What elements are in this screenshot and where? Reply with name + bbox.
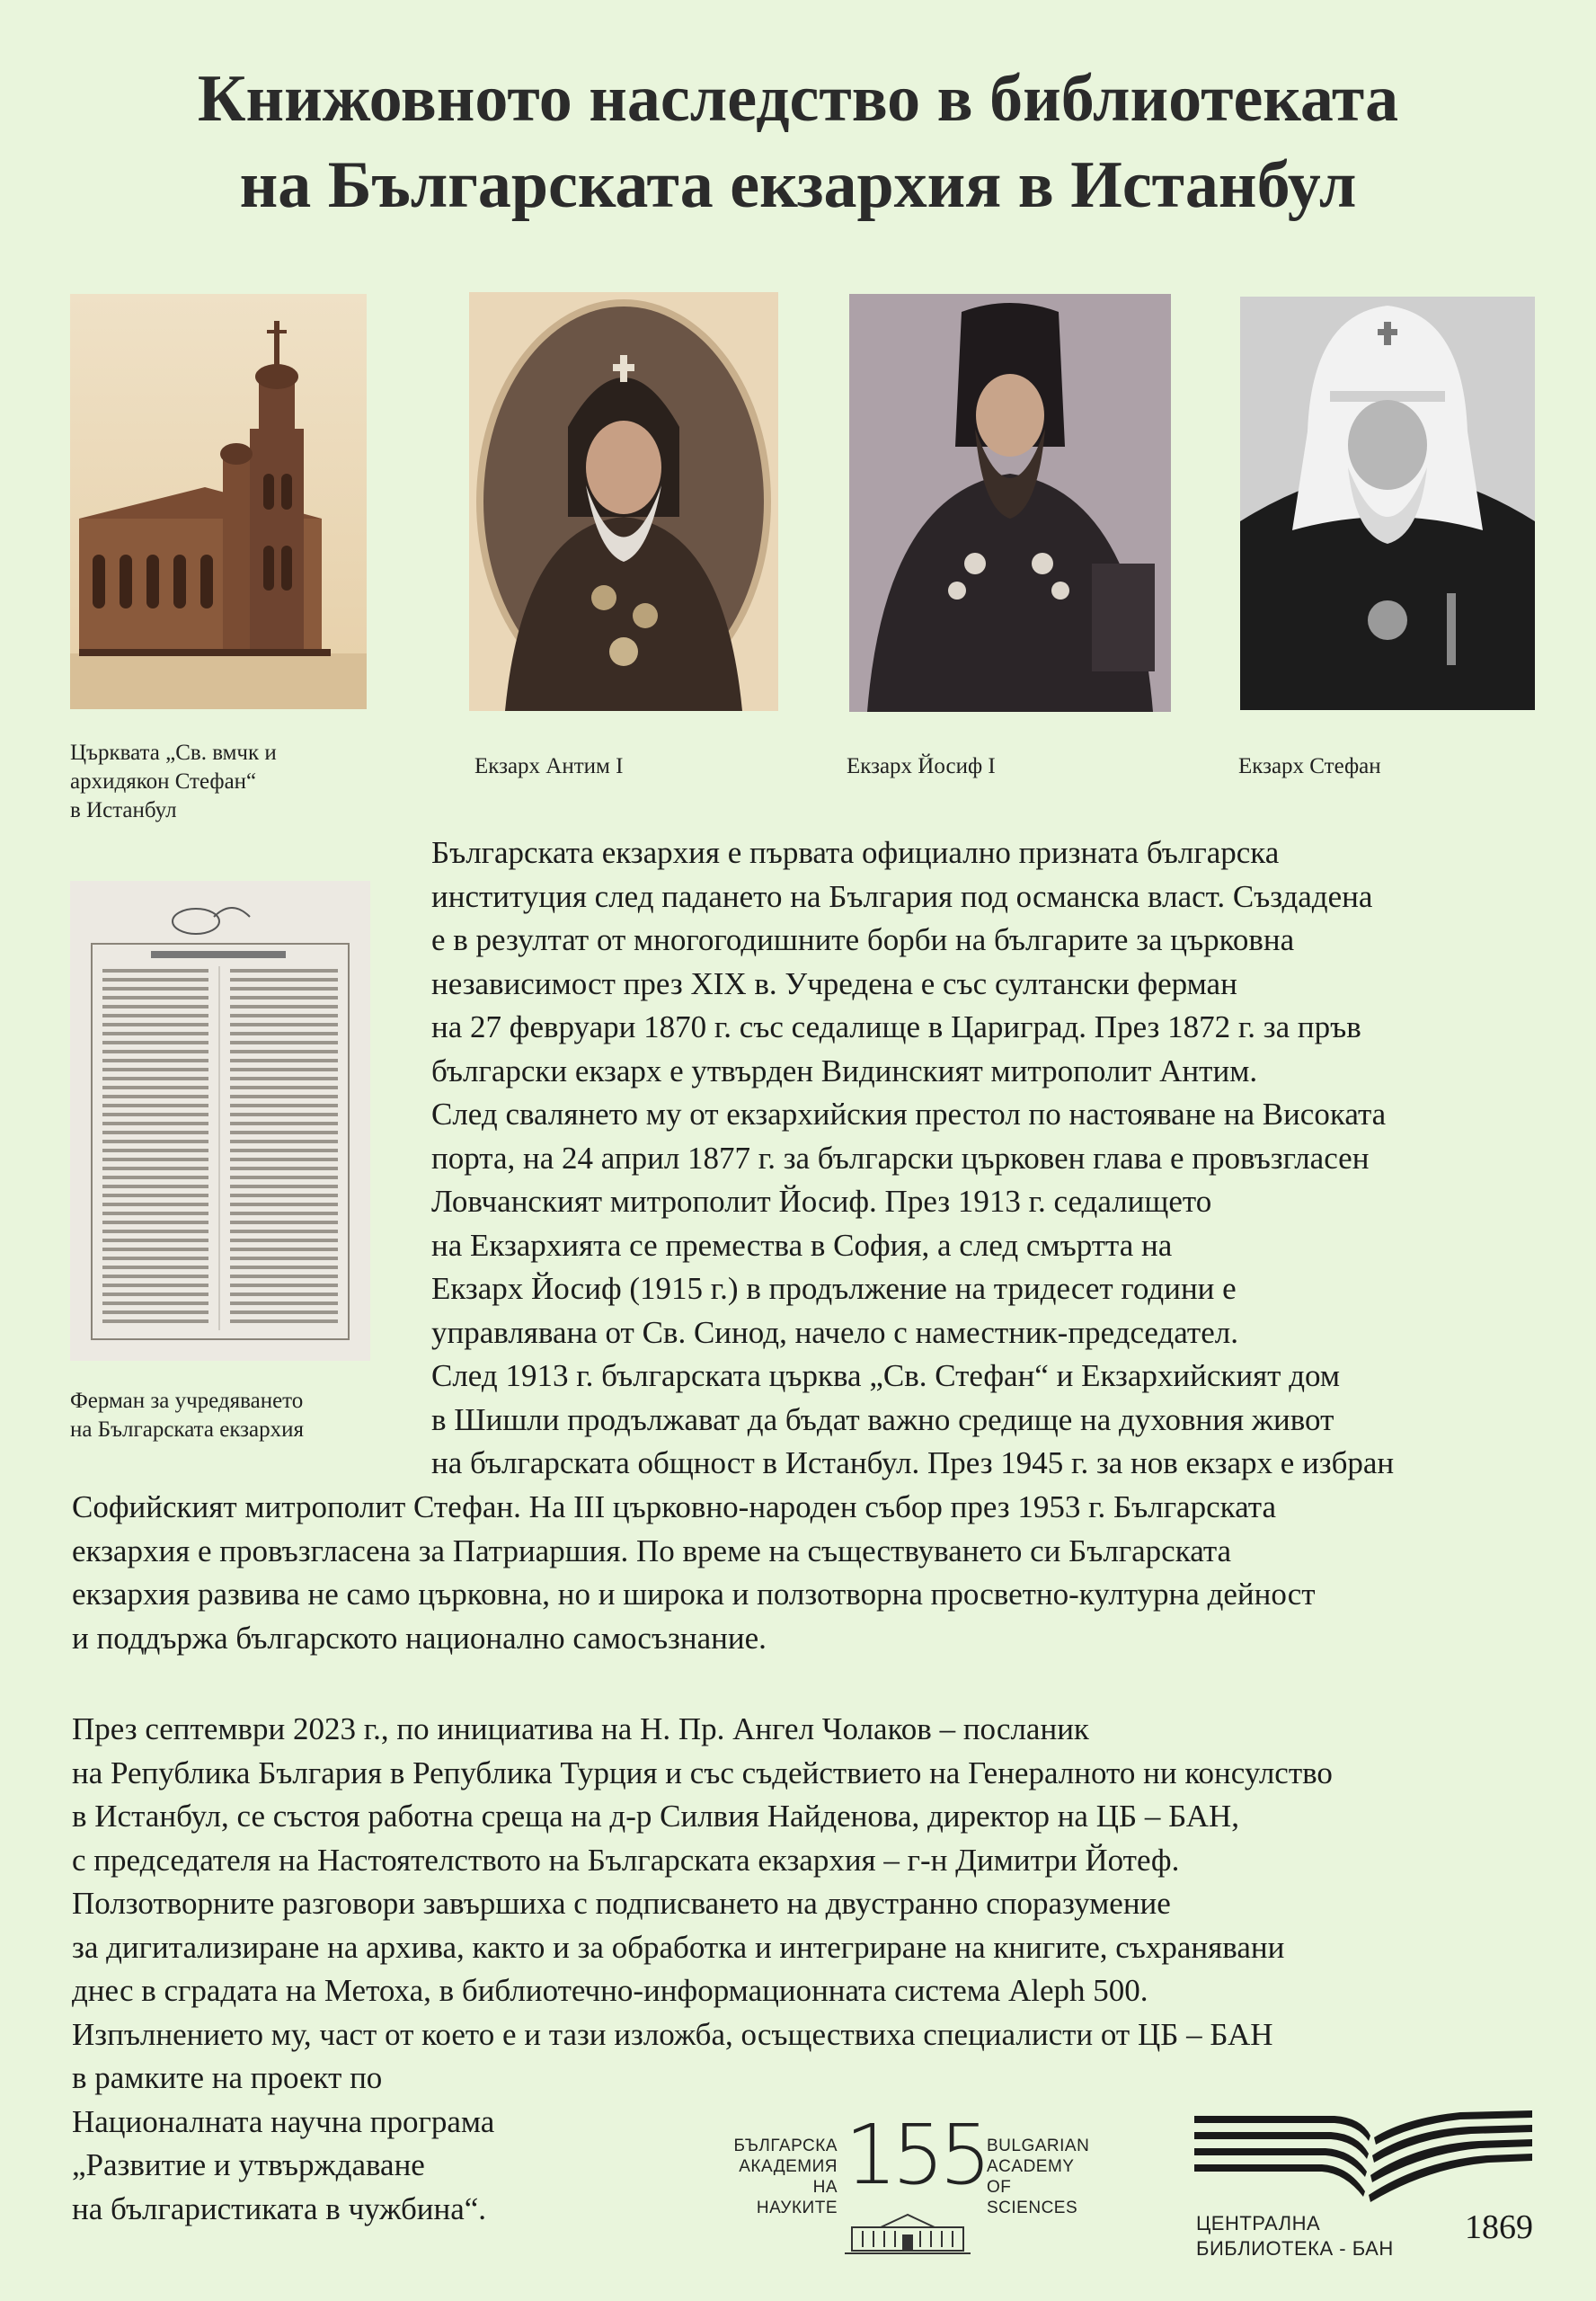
yosif-caption: Екзарх Йосиф I [847,754,996,778]
title-line-2: на Българската екзархия в Истанбул [239,148,1357,222]
text-line: на Екзархията се премества в София, а след смъртта на [431,1227,1173,1263]
ban-name-en [987,2136,1104,2218]
text-line: на Република България в Република Турция и със съдействието на Генералното ни консулство [72,1755,1333,1790]
text-line: Националната научна програма [72,2103,495,2139]
text-line: на българистиката в чужбина“. [72,2190,487,2226]
ban-building-icon [845,2211,971,2256]
text-line: Изпълнението му, част от което е и тази изложба, осъществиха специалисти от ЦБ – БАН [72,2016,1273,2052]
text-line: в Шишли продължават да бъдат важно средище на духовния живот [431,1401,1334,1437]
ban-name-line: BULGARIAN [987,2137,1090,2155]
page-title [0,56,1596,228]
ban-name-bg [730,2136,838,2218]
text-line: Българската екзархия е първата официално призната българска [431,835,1280,870]
text-line: Ползотворните разговори завършиха с подписването на двустранно споразумение [72,1886,1171,1921]
text-line: днес в сградата на Метоха, в библиотечно-информационната система Aleph 500. [72,1973,1148,2008]
text-line: Софийският митрополит Стефан. На III църковно-народен събор през 1953 г. Българската [72,1489,1276,1524]
text-line: управлявана от Св. Синод, начело с наместник-председател. [431,1314,1238,1350]
text-line: След свалянето му от екзархийския престол по настояване на Високата [431,1097,1387,1132]
text-line: и поддържа българското национално самосъзнание. [72,1620,767,1656]
text-line: След 1913 г. българската църква „Св. Стефан“ и Екзархийският дом [431,1358,1341,1393]
text-line: за дигитализиране на архива, както и за обработка и интегриране на книгите, съхранявани [72,1929,1285,1965]
ban-name-line: БЪЛГАРСКА [733,2137,838,2155]
open-book-icon [1191,2109,1541,2208]
text-line: порта, на 24 април 1877 г. за български църковен глава е провъзгласен [431,1140,1370,1176]
paragraph-1-full [72,1486,1316,1660]
text-line: независимост през XIX в. Учредена е със султански ферман [431,965,1237,1001]
church-photo [70,294,367,709]
ferman-caption [70,1387,394,1444]
text-line: „Развитие и утвърждаване [72,2147,425,2182]
central-library-name-line: БИБЛИОТЕКА - БАН [1196,2237,1394,2260]
text-line: с председателя на Настоятелството на Българската екзархия – г-н Димитри Йотеф. [72,1842,1180,1878]
church-caption-line: архидякон Стефан“ [70,769,257,794]
text-line: на българската общност в Истанбул. През 1945 г. за нов екзарх е избран [431,1445,1395,1480]
ban-name-line: АКАДЕМИЯ [739,2157,838,2176]
text-line: институция след падането на България под османска власт. Създадена [431,878,1373,914]
text-line: е в резултат от многогодишните борби на българите за църковна [431,922,1295,957]
church-caption-line: Църквата „Св. вмчк и [70,741,277,765]
text-line: Ловчанският митрополит Йосиф. През 1913 г. седалището [431,1184,1212,1219]
text-line: През септември 2023 г., по инициатива на Н. Пр. Ангел Чолаков – посланик [72,1711,1089,1746]
ferman-caption-line: на Българската екзархия [70,1417,304,1442]
text-line: Екзарх Йосиф (1915 г.) в продължение на тридесет години е [431,1271,1237,1306]
text-line: в Истанбул, се състоя работна среща на д-р Силвия Найденова, директор на ЦБ – БАН, [72,1799,1240,1834]
paragraph-2 [72,1708,1333,2231]
text-line: екзархия е провъзгласена за Патриаршия. По време на съществуването си Българската [72,1533,1232,1568]
text-line: екзархия развива не само църковна, но и широка и ползотворна просветно-културна дейност [72,1577,1316,1612]
stefan-caption: Екзарх Стефан [1238,754,1381,778]
ban-anniversary-number: 155 [845,2107,987,2203]
text-line: в рамките на проект по [72,2060,383,2095]
title-line-1: Книжовното наследство в библиотеката [197,62,1399,136]
central-library-name [1196,2211,1394,2261]
ban-logo [719,2103,1105,2265]
paragraph-1-wrapped [431,831,1394,1486]
text-line: български екзарх е утвърден Видинският митрополит Антим. [431,1053,1258,1088]
text-line: на 27 февруари 1870 г. със седалище в Цариград. През 1872 г. за пръв [431,1009,1361,1044]
ban-name-line: НА НАУКИТЕ [756,2178,838,2217]
antim-portrait [469,292,778,711]
antim-caption: Екзарх Антим I [474,754,624,778]
founding-year: 1869 [1465,2208,1533,2246]
ferman-caption-line: Ферман за учредяването [70,1389,304,1413]
central-library-logo [1191,2103,1541,2274]
stefan-portrait [1240,297,1535,710]
central-library-name-line: ЦЕНТРАЛНА [1196,2212,1321,2234]
church-caption-line: в Истанбул [70,798,177,822]
ban-name-line: ACADEMY [987,2157,1075,2176]
ferman-document [70,881,370,1361]
ban-name-line: OF SCIENCES [987,2178,1078,2217]
church-caption [70,739,367,825]
yosif-portrait [849,294,1171,712]
